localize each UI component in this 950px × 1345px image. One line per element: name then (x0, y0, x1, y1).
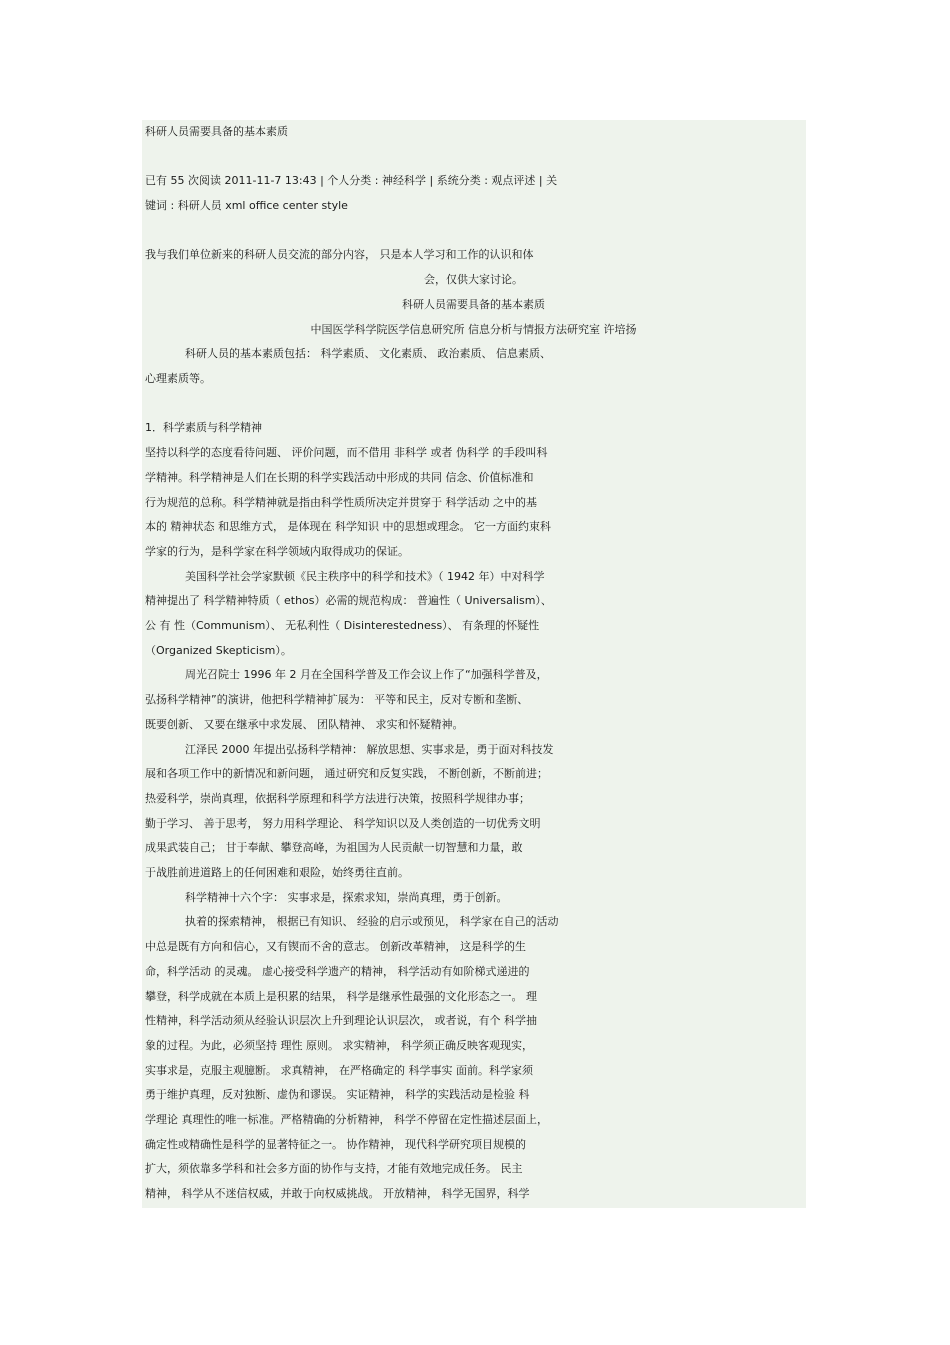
body-line: （Organized Skepticism）。 (145, 643, 292, 657)
body-line: 江泽民 2000 年提出弘扬科学精神： 解放思想、实事求是，勇于面对科技发 (185, 742, 554, 756)
body-line: 学理论 真理性的唯一标准。严格精确的分析精神， 科学不停留在定性描述层面上， (145, 1113, 548, 1127)
body-line: 学家的行为，是科学家在科学领域内取得成功的保证。 (145, 544, 409, 558)
body-line: 执着的探索精神， 根据已有知识、 经验的启示或预见， 科学家在自己的活动 (185, 915, 559, 929)
body-line: 成果武装自己； 甘于奉献、攀登高峰，为祖国为人民贡献一切智慧和力量，敢 (145, 841, 523, 855)
body-line: 扩大，须依靠多学科和社会多方面的协作与支持，才能有效地完成任务。 民主 (145, 1162, 523, 1176)
body-line: 本的 精神状态 和思维方式， 是体现在 科学知识 中的思想或理念。 它一方面约束科 (145, 520, 551, 534)
body-line: 命，科学活动 的灵魂。 虚心接受科学遗产的精神， 科学活动有如阶梯式递进的 (145, 964, 530, 978)
body-line: 展和各项工作中的新情况和新问题， 通过研究和反复实践， 不断创新，不断前进； (145, 767, 548, 781)
body-line: 攀登，科学成就在本质上是积累的结果， 科学是继承性最强的文化形态之一。 理 (145, 989, 537, 1003)
body-line: 美国科学社会学家默顿《民主秩序中的科学和技术》（ 1942 年）中对科学 (185, 569, 545, 583)
summary-line-1: 科研人员的基本素质包括： 科学素质、 文化素质、 政治素质、 信息素质、 (185, 347, 551, 361)
body-line: 热爱科学，崇尚真理，依据科学原理和科学方法进行决策，按照科学规律办事； (145, 791, 530, 805)
body-line: 学精神。科学精神是人们在长期的科学实践活动中形成的共同 信念、价值标准和 (145, 470, 534, 484)
body-line: 精神， 科学从不迷信权威，并敢于向权威挑战。 开放精神， 科学无国界，科学 (145, 1187, 530, 1201)
body-line: 公 有 性（Communism）、 无私利性（ Disinterestedness）、 有条理的怀疑性 (145, 619, 540, 633)
body-line: 勤于学习、 善于思考， 努力用科学理论、 科学知识以及人类创造的一切优秀文明 (145, 816, 541, 830)
meta-line-1: 已有 55 次阅读 2011-11-7 13:43 | 个人分类 : 神经科学 | 系统分类 : 观点评述 | 关 (145, 174, 558, 188)
intro-line-1: 我与我们单位新来的科研人员交流的部分内容， 只是本人学习和工作的认识和体 (145, 248, 534, 262)
section-heading: 1．科学素质与科学精神 (145, 421, 262, 435)
body-line: 实事求是，克服主观臆断。 求真精神， 在严格确定的 科学事实 面前。科学家须 (145, 1063, 533, 1077)
body-line: 勇于维护真理，反对独断、虚伪和谬误。 实证精神， 科学的实践活动是检验 科 (145, 1088, 530, 1102)
body-line: 弘扬科学精神”的演讲，他把科学精神扩展为： 平等和民主，反对专断和垄断、 (145, 693, 529, 707)
body-line: 性精神，科学活动须从经验认识层次上升到理论认识层次， 或者说，有个 科学抽 (145, 1014, 537, 1028)
article-title: 科研人员需要具备的基本素质 (145, 125, 288, 138)
meta-line-2: 键词 : 科研人员 xml office center style (145, 199, 348, 213)
body-line: 行为规范的总称。科学精神就是指由科学性质所决定并贯穿于 科学活动 之中的基 (145, 495, 537, 509)
body-line: 科学精神十六个字： 实事求是，探索求知，崇尚真理，勇于创新。 (185, 890, 508, 904)
body-line: 象的过程。为此，必须坚持 理性 原则。 求实精神， 科学须正确反映客观现实， (145, 1038, 533, 1052)
body-line: 周光召院士 1996 年 2 月在全国科学普及工作会议上作了“加强科学普及， (185, 668, 548, 682)
body-line: 于战胜前进道路上的任何困难和艰险，始终勇往直前。 (145, 866, 409, 880)
body-line: 既要创新、 又要在继承中求发展、 团队精神、 求实和怀疑精神。 (145, 717, 464, 731)
body-line: 坚持以科学的态度看待问题、 评价问题，而不借用 非科学 或者 伪科学 的手段叫科 (145, 446, 548, 460)
author-line: 中国医学科学院医学信息研究所 信息分析与情报方法研究室 许培扬 (310, 322, 637, 336)
body-line: 中总是既有方向和信心，又有锲而不舍的意志。 创新改革精神， 这是科学的生 (145, 940, 526, 954)
body-line: 确定性或精确性是科学的显著特征之一。 协作精神， 现代科学研究项目规模的 (145, 1137, 526, 1151)
subtitle: 科研人员需要具备的基本素质 (402, 297, 545, 311)
article-panel (142, 120, 806, 1208)
summary-line-2: 心理素质等。 (145, 372, 211, 385)
body-line: 精神提出了 科学精神特质（ ethos）必需的规范构成： 普遍性（ Universalism）、 (145, 594, 552, 608)
intro-line-2: 会，仅供大家讨论。 (424, 273, 523, 287)
